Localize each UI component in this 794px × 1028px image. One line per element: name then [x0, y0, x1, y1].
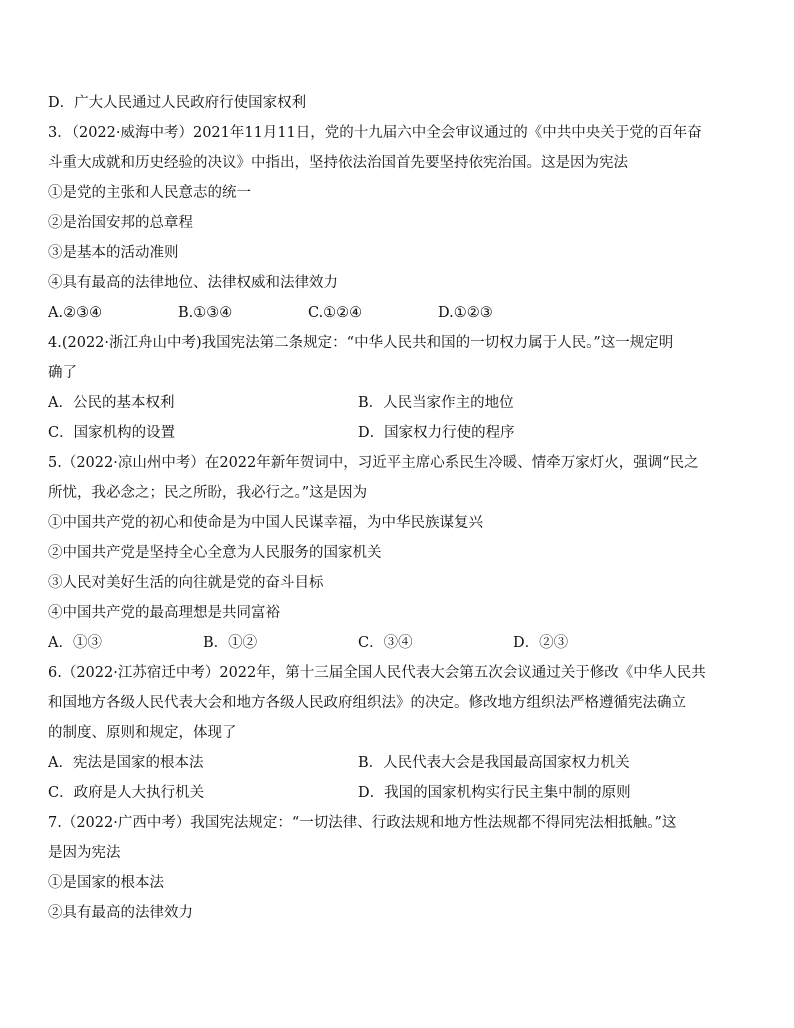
document-page	[48, 88, 752, 928]
q5-options	[48, 628, 752, 658]
q4-option-a: A．公民的基本权利	[48, 395, 175, 411]
q6-option-a: A．宪法是国家的根本法	[48, 755, 204, 771]
q5-item-2: ②中国共产党是坚持全心全意为人民服务的国家机关	[48, 545, 382, 561]
q5-item-4: ④中国共产党的最高理想是共同富裕	[48, 605, 280, 621]
q3-stem-line-1: 3．（2022·威海中考）2021年11月11日，党的十九届六中全会审议通过的《中共中央关于党的百年奋	[48, 125, 702, 141]
q4-option-c: C．国家机构的设置	[48, 425, 176, 441]
q7-item-1: ①是国家的根本法	[48, 875, 164, 891]
q4-option-d: D．国家权力行使的程序	[358, 425, 515, 441]
q6-option-b: B．人民代表大会是我国最高国家权力机关	[358, 755, 630, 771]
q5-stem-line-1: 5.（2022·凉山州中考）在2022年新年贺词中，习近平主席心系民生冷暖、情牵万家灯火，强调“民之	[48, 455, 699, 471]
q5-option-a: A．①③	[48, 635, 102, 651]
q6-stem-line-1: 6.（2022·江苏宿迁中考）2022年，第十三届全国人民代表大会第五次会议通过关于修改《中华人民共	[48, 665, 706, 681]
q6-options-row-2	[48, 778, 752, 808]
q6-stem-line-2: 和国地方各级人民代表大会和地方各级人民政府组织法》的决定。修改地方组织法严格遵循宪法确立	[48, 695, 686, 711]
q6-options-row-1	[48, 748, 752, 778]
q4-option-b: B．人民当家作主的地位	[358, 395, 514, 411]
q4-options-row-2	[48, 418, 752, 448]
q7-stem-line-2: 是因为宪法	[48, 845, 121, 861]
q3-option-a: A.②③④	[48, 305, 103, 321]
q3-item-1: ①是党的主张和人民意志的统一	[48, 185, 251, 201]
q3-item-4: ④具有最高的法律地位、法律权威和法律效力	[48, 275, 338, 291]
q6-stem-line-3: 的制度、原则和规定，体现了	[48, 725, 237, 741]
q4-stem-line-2: 确了	[48, 365, 77, 381]
q5-option-b: B．①②	[203, 635, 258, 651]
q3-option-d: D.①②③	[438, 305, 493, 321]
q4-stem-line-1: 4.(2022·浙江舟山中考)我国宪法第二条规定：“中华人民共和国的一切权力属于人民。”这一规定明	[48, 335, 674, 351]
q5-item-1: ①中国共产党的初心和使命是为中国人民谋幸福，为中华民族谋复兴	[48, 515, 483, 531]
q4-options-row-1	[48, 388, 752, 418]
q3-item-2: ②是治国安邦的总章程	[48, 215, 193, 231]
q7-stem-line-1: 7.（2022·广西中考）我国宪法规定：“一切法律、行政法规和地方性法规都不得同宪法相抵触。”这	[48, 815, 677, 831]
q3-item-3: ③是基本的活动准则	[48, 245, 179, 261]
q6-option-c: C．政府是人大执行机关	[48, 785, 205, 801]
q3-stem-line-2: 斗重大成就和历史经验的决议》中指出，坚持依法治国首先要坚持依宪治国。这是因为宪法	[48, 155, 628, 171]
q5-stem-line-2: 所忧，我必念之；民之所盼，我必行之。”这是因为	[48, 485, 368, 501]
q3-options	[48, 298, 752, 328]
q5-option-d: D．②③	[513, 635, 569, 651]
q5-option-c: C．③④	[358, 635, 413, 651]
q6-option-d: D．我国的国家机构实行民主集中制的原则	[358, 785, 631, 801]
q2-option-d: D．广大人民通过人民政府行使国家权利	[48, 95, 307, 111]
q3-option-c: C.①②④	[308, 305, 363, 321]
q5-item-3: ③人民对美好生活的向往就是党的奋斗目标	[48, 575, 324, 591]
q3-option-b: B.①③④	[178, 305, 233, 321]
q7-item-2: ②具有最高的法律效力	[48, 905, 193, 921]
